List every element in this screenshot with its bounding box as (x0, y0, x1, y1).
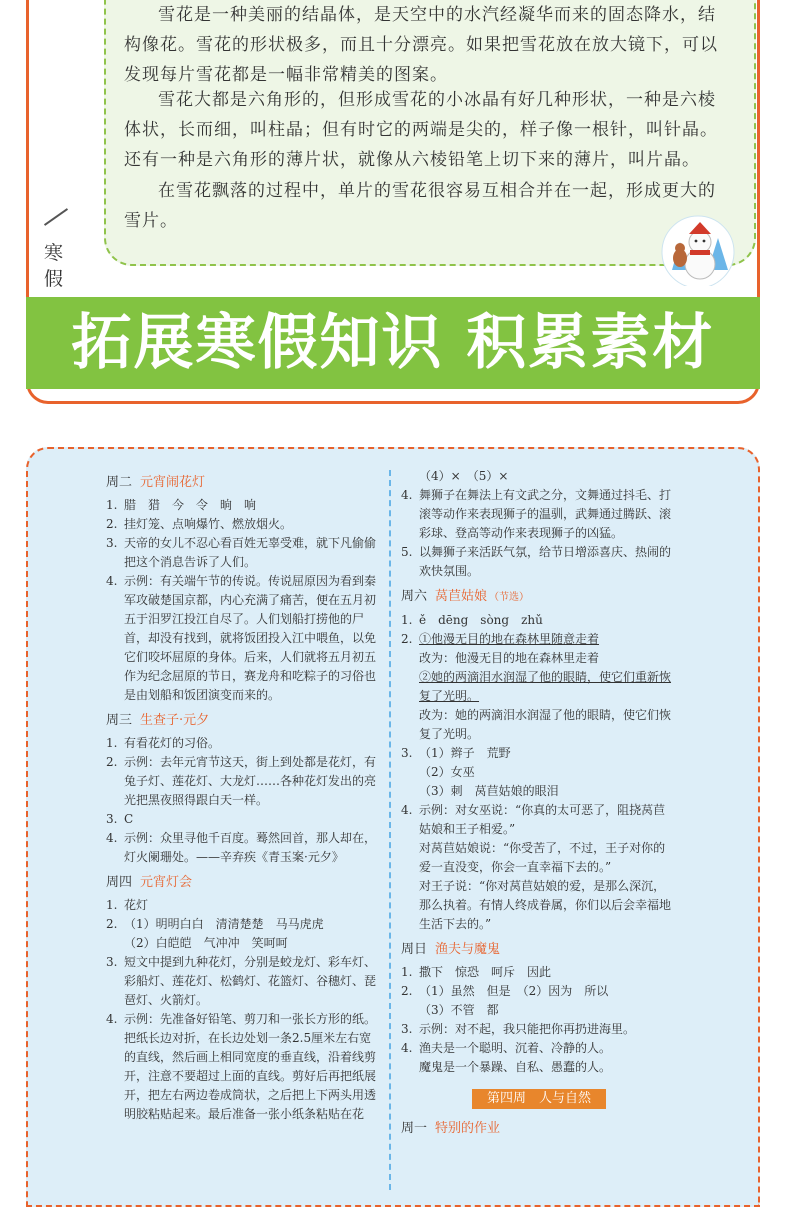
answer-number: 4. (106, 1012, 118, 1026)
answer-item (401, 963, 677, 982)
answer-number: 5. (401, 545, 413, 559)
answer-number: 4. (401, 803, 413, 817)
section-header (401, 587, 677, 607)
answer-text (124, 515, 378, 534)
section-title: 元宵闹花灯 (140, 475, 206, 490)
answer-item (401, 486, 677, 543)
answer-line: （1）明明白白 清清楚楚 马马虎虎 (124, 917, 324, 931)
answer-text (124, 734, 378, 753)
answer-text (419, 1020, 677, 1039)
answer-line: 示例：有关端午节的传说。传说屈原因为看到秦军攻破楚国京都，内心充满了痛苦，便在五月初五于汨罗江投江自尽了。人们划船打捞他的尸首，却没有找到，就将饭团投入江中喂鱼，以免它们咬坏屈原的身体。后来，人们就将五月初五作为纪念屈原的节日，赛龙舟和吃粽子的习俗也是由划船和饭团演变而来的。 (124, 574, 377, 702)
answer-number: 1. (106, 898, 118, 912)
answer-item (106, 810, 378, 829)
section-header (401, 940, 677, 959)
answer-line: 渔夫是一个聪明、沉着、冷静的人。 (419, 1041, 612, 1055)
answer-line: 对王子说：“你对莴苣姑娘的爱，是那么深沉，那么执着。有情人终成眷属，你们以后会幸福地生活下去的。” (419, 879, 672, 931)
section-day: 周日 (401, 942, 428, 957)
answer-text (124, 496, 378, 515)
answer-line: 腊 猎 今 令 晌 响 (124, 498, 257, 512)
section-day: 周一 (401, 1121, 428, 1136)
answer-number: 2. (401, 984, 413, 998)
answer-line: 有看花灯的习俗。 (124, 736, 221, 750)
answer-item (106, 915, 378, 953)
reading-paragraph-2: 雪花大都是六角形的，但形成雪花的小冰晶有好几种形状，一种是六棱体状，长而细，叫柱晶；但有时它的两端是尖的，样子像一根针，叫针晶。还有一种是六角形的薄片状，就像从六棱铅笔上切下来的薄片，叫片晶。 (124, 90, 718, 170)
answer-line: （2）女巫 (419, 765, 475, 779)
answer-line: （3）刺 莴苣姑娘的眼泪 (419, 784, 559, 798)
answer-number: 2. (401, 632, 413, 646)
section-title: 生查子·元夕 (140, 713, 210, 728)
answer-line: （3）不管 都 (419, 1003, 499, 1017)
answer-item (401, 982, 677, 1020)
answer-line: （1）虽然 但是 （2）因为 所以 (419, 984, 609, 998)
week-badge: 第四周 人与自然 (472, 1089, 606, 1109)
answer-number: 3. (106, 955, 118, 969)
answer-text (124, 829, 378, 867)
answer-item (106, 534, 378, 572)
answer-text (419, 467, 677, 486)
answer-line: 示例：去年元宵节这天，街上到处都是花灯，有兔子灯、莲花灯、大龙灯……各种花灯发出的亮光把黑夜照得跟白天一样。 (124, 755, 377, 807)
section-banner (26, 297, 760, 389)
answer-text (419, 611, 677, 630)
answer-number: 4. (106, 574, 118, 588)
answer-text (124, 896, 378, 915)
answer-line: C (124, 812, 134, 826)
answer-number: 3. (401, 746, 413, 760)
answer-text (124, 1010, 378, 1124)
answer-item (106, 1010, 378, 1124)
section-day: 周三 (106, 713, 133, 728)
answer-item (106, 515, 378, 534)
answer-number: 2. (106, 755, 118, 769)
section-title: 莴苣姑娘 (435, 589, 488, 604)
answer-number: 3. (106, 812, 118, 826)
answer-text (419, 744, 677, 801)
answer-text (419, 963, 677, 982)
section-title: 渔夫与魔鬼 (435, 942, 501, 957)
section-title: 特别的作业 (435, 1121, 501, 1136)
answer-text (124, 915, 378, 953)
answer-line: 短文中提到九种花灯，分别是蛟龙灯、彩车灯、彩船灯、莲花灯、松鹤灯、花篮灯、谷穗灯、琵琶灯、火箭灯。 (124, 955, 377, 1007)
answer-number (401, 467, 419, 486)
answer-line: 示例：对不起，我只能把你再扔进海里。 (419, 1022, 636, 1036)
section-day: 周二 (106, 475, 133, 490)
answer-item (401, 801, 677, 934)
answer-line: 以舞狮子来活跃气氛，给节日增添喜庆、热闹的欢快氛围。 (419, 545, 672, 578)
answer-line: 示例：先准备好铅笔、剪刀和一张长方形的纸。把纸长边对折，在长边处划一条2.5厘米左右宽的直线，然后画上相同宽度的垂直线，沿着线剪开，注意不要超过上面的直线。剪好后再把纸展开，把左右两边卷成筒状，之后把上下两头用透明胶粘贴起来。最后准备一张小纸条粘贴在花 (124, 1012, 377, 1121)
answer-line: 撒下 惊恐 呵斥 因此 (419, 965, 552, 979)
answers-right-column (401, 467, 677, 1142)
answer-line: ě dēng sòng zhǔ (419, 613, 543, 627)
answer-text (419, 486, 677, 543)
answer-line: 示例：众里寻他千百度。蓦然回首，那人却在，灯火阑珊处。——辛弃疾《青玉案·元夕》 (124, 831, 377, 864)
answer-item (106, 953, 378, 1010)
answer-number: 4. (401, 1041, 413, 1055)
section-note: （节选） (489, 592, 530, 603)
answer-line: 示例：对女巫说：“你真的太可恶了，阻挠莴苣姑娘和王子相爱。” (419, 803, 666, 836)
answer-number: 1. (401, 965, 413, 979)
section-header (106, 711, 378, 730)
answer-number: 1. (106, 498, 118, 512)
answer-number: 3. (106, 536, 118, 550)
answer-item (401, 1039, 677, 1077)
answer-text (419, 801, 677, 934)
answer-item (401, 744, 677, 801)
answer-text (419, 543, 677, 581)
section-day: 周六 (401, 589, 428, 604)
column-divider (389, 470, 391, 1190)
answer-text (419, 1039, 677, 1077)
answer-line: 改为：他漫无目的地在森林里走着 (419, 651, 600, 665)
side-label: 寒假 (44, 242, 64, 290)
answer-item (106, 896, 378, 915)
answer-item (106, 753, 378, 810)
answer-line: 对莴苣姑娘说：“你受苦了，不过，王子对你的爱一直没变，你会一直幸福下去的。” (419, 841, 666, 874)
answer-line: （2）白皑皑 气冲冲 笑呵呵 (124, 936, 288, 950)
answer-number: 3. (401, 1022, 413, 1036)
answer-item (401, 467, 677, 486)
answer-line: 天帝的女儿不忍心看百姓无辜受难，就下凡偷偷把这个消息告诉了人们。 (124, 536, 377, 569)
answer-item (401, 1020, 677, 1039)
answer-item (401, 630, 677, 744)
answer-item (106, 496, 378, 515)
answer-text (124, 753, 378, 810)
reading-paragraph-3: 在雪花飘落的过程中，单片的雪花很容易互相合并在一起，形成更大的雪片。 (124, 181, 716, 231)
answer-item (106, 734, 378, 753)
answer-text (124, 953, 378, 1010)
answer-line: 花灯 (124, 898, 149, 912)
answer-line: 挂灯笼、点响爆竹、燃放烟火。 (124, 517, 293, 531)
answer-text (124, 810, 378, 829)
answer-text (124, 534, 378, 572)
answer-number: 4. (401, 488, 413, 502)
reading-paragraph-1: 雪花是一种美丽的结晶体，是天空中的水汽经凝华而来的固态降水，结构像花。雪花的形状极多，而且十分漂亮。如果把雪花放在放大镜下，可以发现每片雪花都是一幅非常精美的图案。 (124, 5, 718, 85)
answer-line: 舞狮子在舞法上有文武之分，文舞通过抖毛、打滚等动作来表现狮子的温驯，武舞通过腾跃、滚彩球、登高等动作来表现狮子的凶猛。 (419, 488, 672, 540)
section-day: 周四 (106, 875, 133, 890)
answer-text (419, 982, 677, 1020)
answer-item (401, 543, 677, 581)
answer-item (401, 611, 677, 630)
section-title: 元宵灯会 (140, 875, 193, 890)
answer-item (106, 829, 378, 867)
section-header (106, 873, 378, 892)
answers-left-column (106, 467, 378, 1124)
snowman-icon (658, 212, 738, 286)
answer-number: 1. (401, 613, 413, 627)
answer-line: ②她的两滴泪水润湿了他的眼睛，使它们重新恢复了光明。 (419, 670, 672, 703)
answer-number: 1. (106, 736, 118, 750)
answer-text (124, 572, 378, 705)
answer-number: 2. (106, 917, 118, 931)
section-header (401, 1119, 677, 1138)
banner-title: 拓展寒假知识 积累素材 (71, 308, 715, 378)
answer-number: 4. (106, 831, 118, 845)
section-header (106, 473, 378, 492)
answer-line: 魔鬼是一个暴躁、自私、愚蠢的人。 (419, 1060, 612, 1074)
answer-line: （1）辫子 荒野 (419, 746, 511, 760)
answer-text (419, 630, 677, 744)
answer-line: ①他漫无目的地在森林里随意走着 (419, 632, 600, 646)
answer-item (106, 572, 378, 705)
answer-line: （4）× （5）× (419, 469, 509, 483)
answer-line: 改为：她的两滴泪水润湿了他的眼睛，使它们恢复了光明。 (419, 708, 672, 741)
answer-number: 2. (106, 517, 118, 531)
